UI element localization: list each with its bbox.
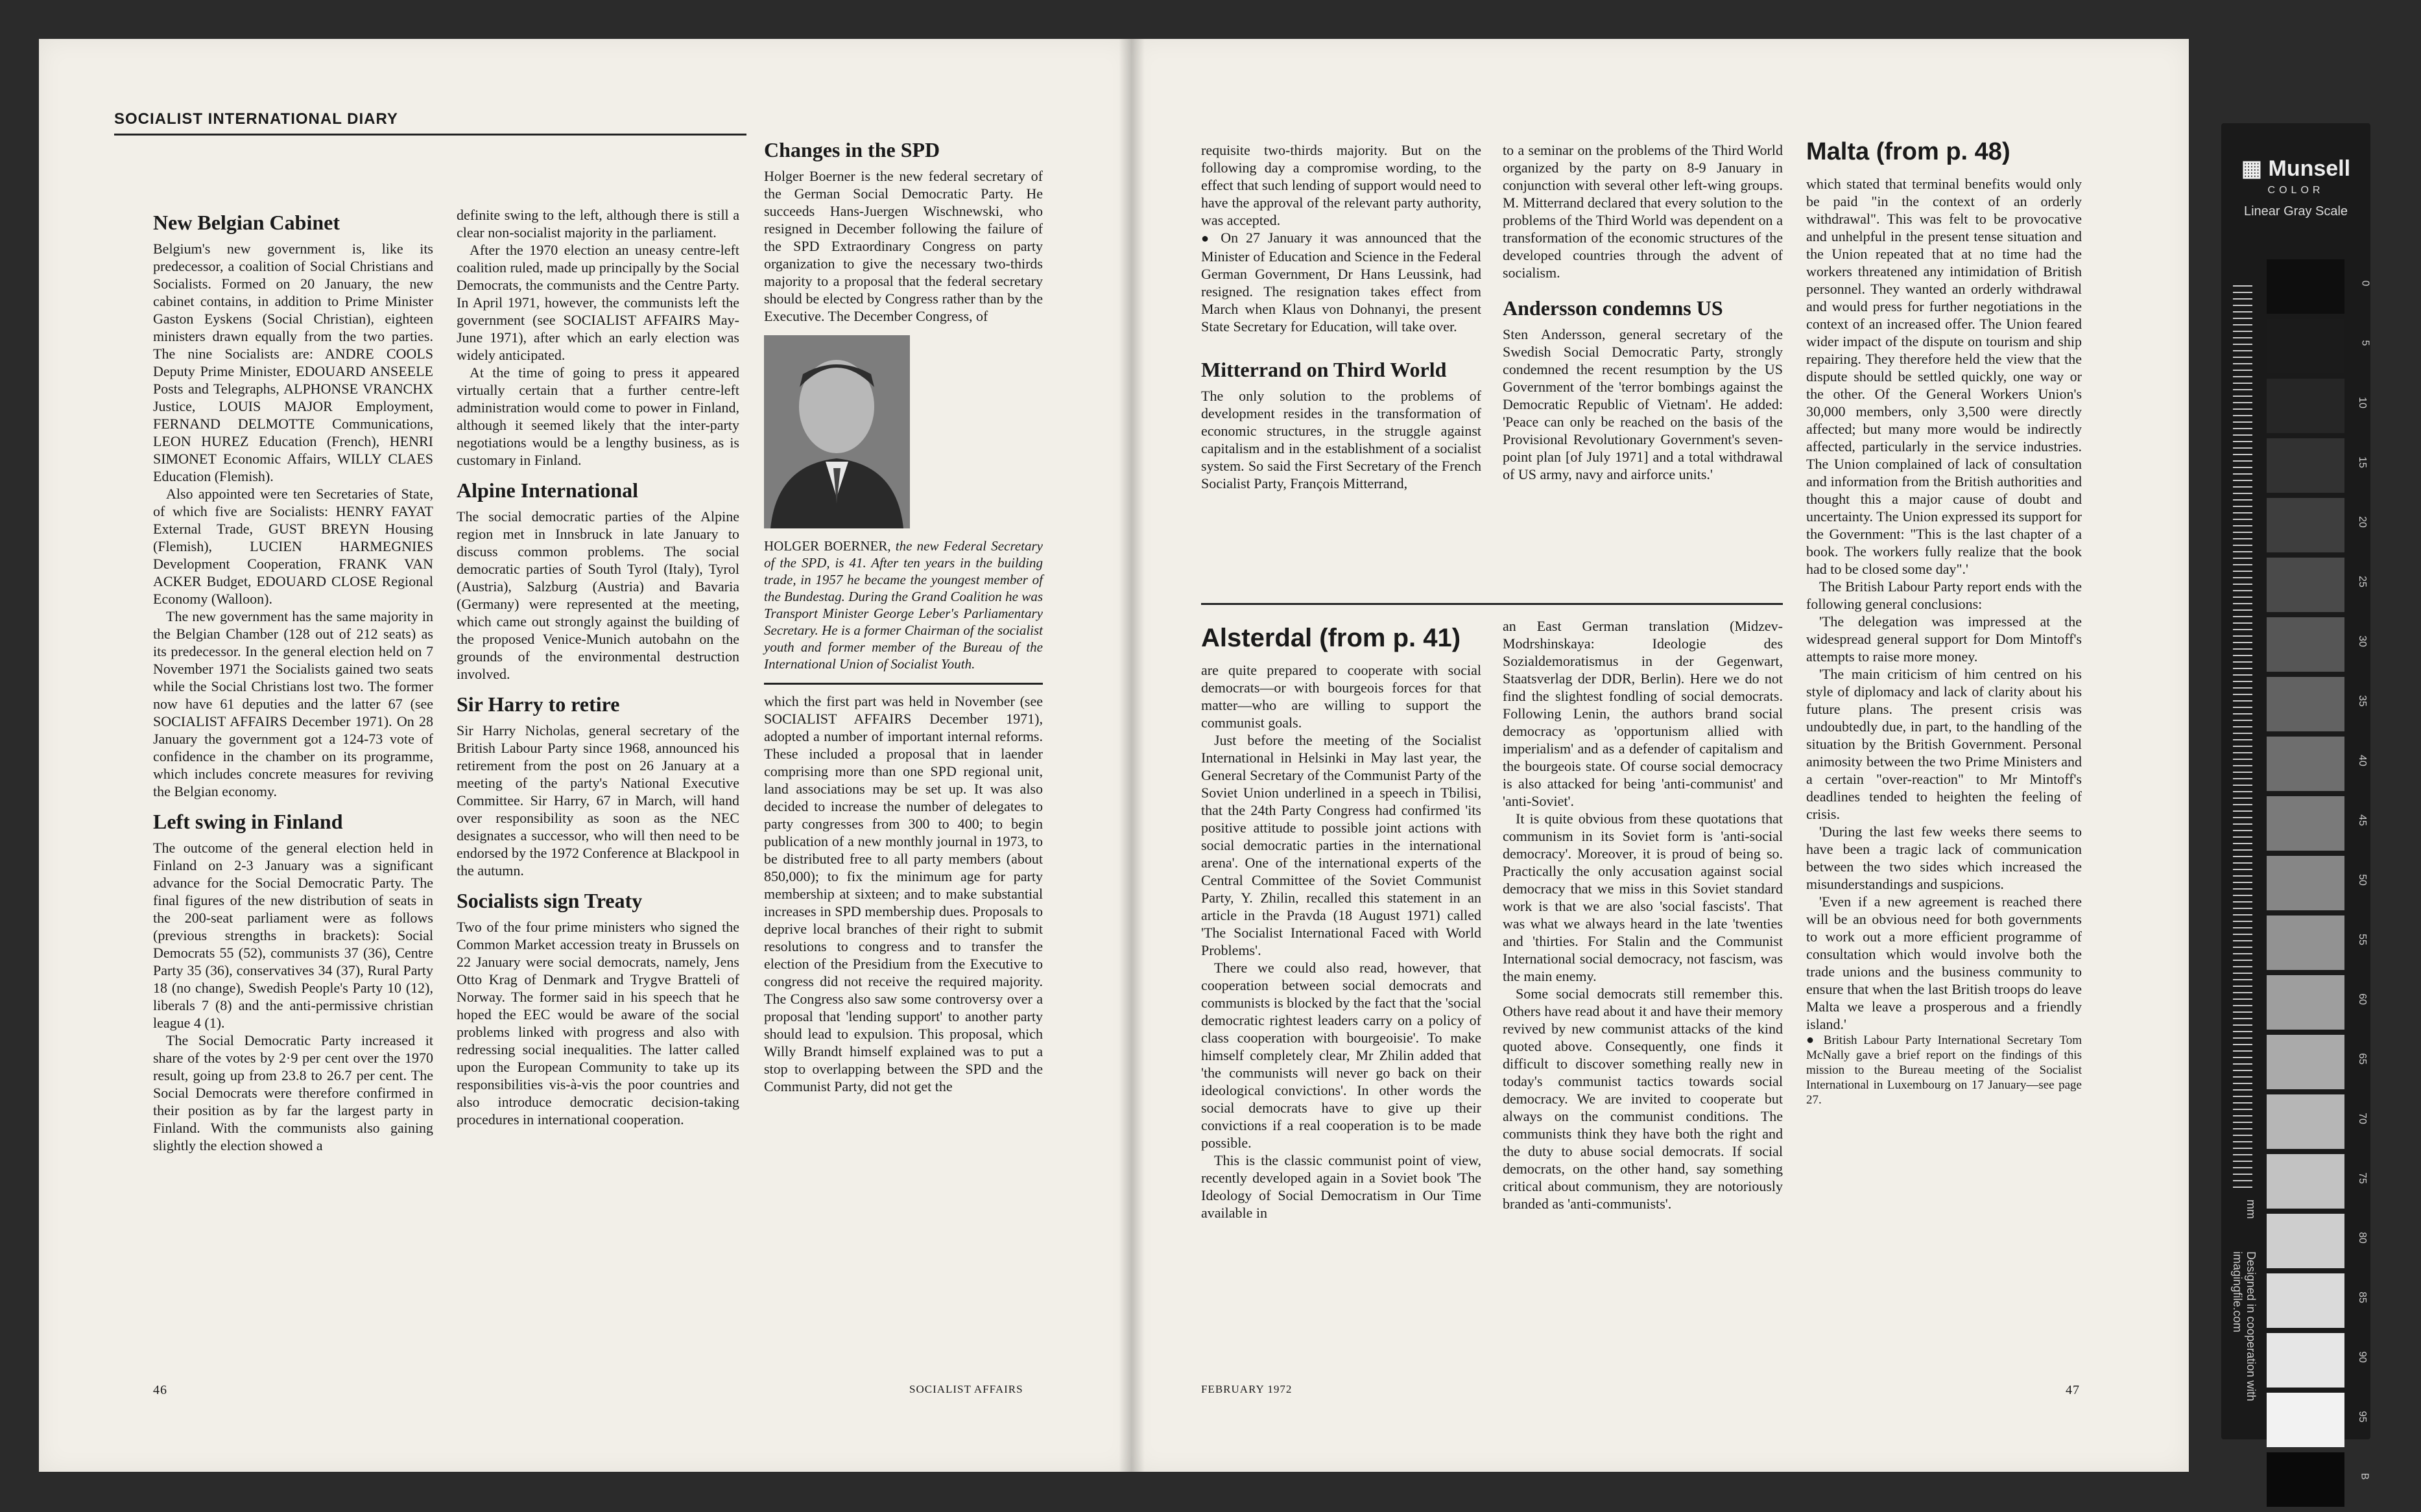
right-column-2-top — [1503, 141, 1783, 483]
munsell-sub: COLOR — [2267, 185, 2324, 196]
malta-para: The British Labour Party report ends with the following general conclusions: — [1806, 578, 2082, 612]
section-rule — [1201, 603, 1783, 605]
alsterdal-para: Just before the meeting of the Socialist International in Helsinki in May last year, the General Secretary of the Communist Party of the Soviet Union underlined in a speech in Tbilisi, that the 24th Party Congress had confirmed 'its positive attitude to possible joint actions with social democratic parties in the international arena'. One of the international experts of the Central Committee of the Soviet Communist Party, Y. Zhilin, recalled this statement in an article in the Pravda (18 August 1971) called 'The Socialist International Faced with World Problems'. — [1201, 732, 1481, 958]
finland-para: At the time of going to press it appeared virtually certain that a further centre-left administration would come to power in Finland, although it seemed likely that the inter-party negotiations would be a lengthy business, as is customary in Finland. — [457, 364, 739, 468]
gray-swatch — [2267, 1393, 2368, 1447]
alsterdal-para: an East German translation (Midzev-Modrshinskaya: Ideologie des Sozialdemoratismus in der Gegenwart, Staatsverlag der DDR, Berlin). Here we do not find the slightest fondling of social democrats. Following Lenin, the authors brand social democracy as 'opportunism allied with imperialism' and as a defender of capitalism and the bourgeois state. Of course social democracy is also attacked for being 'anti-communist' and 'anti-Soviet'. — [1503, 618, 1783, 809]
gray-swatch — [2267, 1273, 2368, 1328]
swatch-column — [2267, 259, 2371, 1512]
belgian-para: The new government has the same majority in the Belgian Chamber (128 out of 212 seats) as its predecessor. In the general election held on 7 November 1971 the Socialists gained two seats while the Social Christians lost two. The former now have 61 deputies and the latter 67 (see SOCIALIST AFFAIRS December 1971). On 28 January the government got a 124-73 vote of confidence in the chamber on its programme, which includes concrete measures for reviving the Belgian economy. — [153, 608, 433, 799]
belgian-para: Also appointed were ten Secretaries of State, of which five are Socialists: HENRY FAYAT External Trade, GUST BREYN Housing (Flemish), LUCIEN HARMEGNIES Development Cooperation, FRANK VAN ACKER Budget, EDOUARD CLOSE Regional Economy (Walloon). — [153, 486, 433, 607]
munsell-logo — [2221, 156, 2370, 182]
swatch-label: 85 — [2357, 1292, 2368, 1303]
swatch-label: 80 — [2357, 1232, 2368, 1244]
finland-para: After the 1970 election an uneasy centre-left coalition ruled, made up principally by the Social Democrats, the communists and the Centre Party. In April 1971, however, the communists left the government (see SOCIALIST AFFAIRS May-June 1971), after which an early election was widely anticipated. — [457, 242, 739, 363]
malta-para: 'Even if a new agreement is reached there will be an obvious need for both governments to work out a more efficient programme of consultation which would involve both the trade unions and the business community to ensure that when the last British troops do leave Malta we leave a prosperous and a friendly island.' — [1806, 893, 2082, 1032]
swatch-label: B — [2359, 1472, 2370, 1480]
swatch-label: 30 — [2357, 635, 2368, 647]
munsell-brand: Munsell — [2268, 156, 2351, 181]
harry-para: Sir Harry Nicholas, general secretary of the British Labour Party since 1968, announced his retirement from the post on 26 January at a meeting of the party's National Executive Committee. Sir Harry, 67 in March, will hand over responsibility as soon as the NEC designates a successor, who will then need to be endorsed by the 1972 Conference at Blackpool in the autumn. — [457, 722, 739, 879]
heading-belgian: New Belgian Cabinet — [153, 211, 340, 234]
mm-label: mm — [2245, 1199, 2258, 1219]
bullet-icon: ● — [1201, 231, 1213, 246]
swatch-label: 70 — [2357, 1113, 2368, 1124]
heading-mitterrand: Mitterrand on Third World — [1201, 358, 1447, 381]
diary-header: SOCIALIST INTERNATIONAL DIARY — [114, 110, 746, 136]
section-rule — [764, 683, 1043, 685]
page-number-left: 46 — [153, 1383, 167, 1397]
chart-footer: Designed in cooperation with imagingfile.com — [2231, 1251, 2258, 1402]
gray-swatch — [2267, 737, 2368, 791]
swatch-label: 45 — [2357, 814, 2368, 826]
andersson-para: Sten Andersson, general secretary of the Swedish Social Democratic Party, strongly condemned the recent resumption by the US Government of the 'terror bombings against the Democratic Republic of Vietnam'. He added: 'Peace can only be reached on the basis of the Provisional Revolutionary Government's seven-point plan [of July 1971] and a total withdrawal of US army, navy and airforce units.' — [1503, 326, 1783, 482]
gray-swatch — [2267, 1333, 2368, 1388]
caption-name: HOLGER BOERNER, — [764, 538, 891, 554]
gray-swatch — [2267, 1094, 2368, 1149]
heading-harry: Sir Harry to retire — [457, 692, 620, 716]
heading-spd: Changes in the SPD — [764, 138, 940, 161]
swatch-label: 55 — [2357, 934, 2368, 945]
spd-para: which the first part was held in November (see SOCIALIST AFFAIRS December 1971), adopted a number of important internal reforms. These included a proposal that in laender comprising more than one SPD regional unit, land associations may be set up. It was also decided to increase the number of delegates to party congresses from 300 to 400; to begin publication of a new monthly journal in 1973, to be distributed free to all party members (about 850,000); to fix the minimum age for party membership at sixteen; and to make substantial increases in SPD membership dues. Proposals to deprive local branches of their right to submit resolutions to congress and to transfer the election of the Presidium from the Executive to congress did not receive the required majority. The Congress also saw some controversy over a proposal that 'lending support' to another party should lead to expulsion. This proposal, which Willy Brandt himself explained was to put a stop to overlapping between the SPD and the Communist Party, did not get the — [764, 693, 1043, 1094]
heading-alsterdal: Alsterdal (from p. 41) — [1201, 624, 1461, 652]
alsterdal-para: This is the classic communist point of view, recently developed again in a Soviet book 'The Ideology of Social Democratism in Our Time available in — [1201, 1152, 1481, 1221]
gray-swatch — [2267, 259, 2371, 314]
gray-swatch — [2267, 1214, 2368, 1268]
heading-andersson: Andersson condemns US — [1503, 296, 1723, 320]
swatch-label: 35 — [2357, 695, 2368, 707]
mitterrand-para: The only solution to the problems of development resides in the transformation of economic structures, in the struggle against capitalism and in the establishment of a socialist system. So said the First Secretary of the French Socialist Party, François Mitterrand, — [1201, 388, 1481, 491]
bullet-icon: ● — [1806, 1033, 1818, 1047]
mitterrand-para: to a seminar on the problems of the Third World organized by the party on 8-9 January in conjunction with several other left-wing groups. M. Mitterrand declared that every solution to the problems of the Third World was dependent on a transformation of the economic structures of the developed countries through the advent of socialism. — [1503, 142, 1783, 281]
swatch-label: 75 — [2357, 1172, 2368, 1184]
alsterdal-para: It is quite obvious from these quotations that communism in its Soviet form is 'anti-social democracy'. Moreover, it is proud of being so. Practically the only accusation against social democracy that we miss in this Soviet standard work is that we are also 'social fascists'. That was what we always heard in the late 'twenties and 'thirties. For Stalin and the Communist International social democracy, not fascism, was the main enemy. — [1503, 810, 1783, 984]
gray-swatch — [2267, 677, 2368, 731]
malta-para: which stated that terminal benefits would only be paid "in the context of an orderly withdrawal". This was felt to be provocative and unhelpful in the present tense situation and the Union repeated that at no time had the workers threatened any intimidation of British personnel. They wanted an orderly withdrawal and would press for further negotiations in the context of an increased offer. The Union feared wider impact of the dispute on tourism and ship repairing. They therefore held the view that the dispute should be settled quickly, one way or the other. Of the General Workers Union's 30,000 members, only 3,500 were directly affected; but many more would be indirectly affected, particularly in the service industries. The Union complained of lack of consultation and information from the British authorities and thought this a major cause of doubt and uncertainty. The Union expressed its support for the Government: "This is the last chapter of a book. The workers fully realize that the book had to be closed some day".' — [1806, 176, 2082, 577]
page-number-right: 47 — [2066, 1383, 2080, 1397]
munsell-gray-scale — [2221, 123, 2371, 1480]
gray-swatch — [2267, 1452, 2370, 1507]
leussink-para — [1201, 229, 1481, 335]
right-column-1 — [1201, 141, 1481, 492]
swatch-label: 40 — [2357, 755, 2368, 766]
spd-para: Holger Boerner is the new federal secretary of the German Social Democratic Party. He succeeds Hans-Juergen Wischnewski, who resigned in December following the failure of the SPD Extraordinary Congress on party organization to give the necessary two-thirds majority to a proposal that the federal secretary should be elected by Congress rather than by the Executive. The December Congress, of — [764, 168, 1043, 324]
alpine-para: The social democratic parties of the Alpine region met in Innsbruck in late January to discuss common problems. The social democratic parties of South Tyrol (Italy), Tyrol (Austria), Salzburg (Austria) and Bavaria (Germany) were represented at the meeting, which came out strongly against the building of the proposed Venice-Munich autobahn on the grounds of the environmental destruction involved. — [457, 508, 739, 682]
gray-swatch — [2267, 796, 2368, 851]
belgian-para: Belgium's new government is, like its predecessor, a coalition of Social Christians and Socialists. Formed on 20 January, the new cabinet contains, in addition to Prime Minister Gaston Eyskens (Social Christian), eighteen ministers drawn equally from the two parties. The nine Socialists are: ANDRE COOLS Deputy Prime Minister, EDOUARD ANSEELE Posts and Telegraphs, ALPHONSE VRANCHX Justice, LOUIS MAJOR Employment, FERNAND DELMOTTE Communications, LEON HUREZ Education (French), HENRI SIMONET Economic Affairs, WILLY CLAES Education (Flemish). — [153, 241, 433, 484]
left-column-3 — [764, 137, 1043, 1095]
finland-para: The Social Democratic Party increased it share of the votes by 2·9 per cent over the 1970 result, going up from 23.8 to 26.7 per cent. The Social Democrats were therefore confirmed in their position as by far the largest party in Finland. With the communists also gaining slightly the election showed a — [153, 1032, 433, 1153]
left-column-2 — [457, 206, 739, 1128]
heading-finland: Left swing in Finland — [153, 810, 343, 833]
swatch-label: 60 — [2357, 993, 2368, 1005]
heading-treaty: Socialists sign Treaty — [457, 889, 643, 912]
heading-malta: Malta (from p. 48) — [1806, 138, 2010, 165]
gray-swatch — [2267, 617, 2368, 672]
swatch-label: 50 — [2357, 874, 2368, 886]
alsterdal-para: There we could also read, however, that cooperation between social democrats and communists is blocked by the fact that the 'social democratic rightest leaders carry on a policy of class cooperation with bourgeoisie'. To make himself completely clear, Mr Zhilin added that 'the communists will never go back on their ideological convictions'. In other words the social democrats have to give up their convictions if a real cooperation is to be made possible. — [1201, 960, 1481, 1151]
gray-swatch — [2267, 1154, 2368, 1209]
gray-swatch — [2267, 498, 2368, 552]
swatch-label: 90 — [2357, 1351, 2368, 1363]
alsterdal-column-1 — [1201, 622, 1481, 1222]
gray-swatch — [2267, 1035, 2368, 1089]
malta-note-text: British Labour Party International Secretary Tom McNally gave a brief report on the findings of this mission to the Bureau meeting of the Socialist International in Luxembourg on 17 January—see page 27. — [1806, 1034, 2082, 1107]
swatch-label: 10 — [2357, 397, 2368, 408]
swatch-label: 20 — [2357, 516, 2368, 528]
swatch-label: 5 — [2359, 340, 2371, 346]
left-column-1 — [153, 201, 433, 1154]
folio-date: FEBRUARY 1972 — [1201, 1383, 1293, 1395]
boerner-photo — [764, 335, 910, 528]
swatch-label: 15 — [2357, 456, 2368, 468]
munsell-icon: ▦ — [2241, 156, 2263, 181]
portrait-illustration — [764, 335, 910, 528]
swatch-label: 25 — [2357, 576, 2368, 587]
malta-para: 'During the last few weeks there seems to have been a tragic lack of communication between the two sides which increased the misunderstandings and suspicions. — [1806, 823, 2082, 892]
caption-text: the new Federal Secretary of the SPD, is 41. After ten years in the building trade, in 1957 he became the youngest member of the Bundestag. During the Grand Coalition he was Transport Minister George Leber's Parliamentary Secretary. He is a former Chairman of the socialist youth and former member of the Bureau of the International Union of Socialist Youth. — [764, 538, 1043, 672]
finland-para: The outcome of the general election held in Finland on 2-3 January was a significant advance for the Social Democratic Party. The final figures of the new distribution of seats in the 200-seat parliament were as follows (previous strengths in brackets): Social Democrats 55 (52), communists 37 (36), Centre Party 35 (36), conservatives 34 (37), Rural Party 18 (no change), Swedish People's Party 10 (12), liberals 7 (8) and the anti-permissive christian league 4 (1). — [153, 840, 433, 1031]
treaty-para: Two of the four prime ministers who signed the Common Market accession treaty in Brussels on 22 January were social democrats, namely, Jens Otto Krag of Denmark and Trygve Bratteli of Norway. The former said in his speech that he hoped the EEC would be aware of the social problems linked with progress and also with redressing social inequalities. The latter called upon the European Community to take up its responsibilities vis-à-vis the poor countries and also introduce democratic decision-taking procedures in international cooperation. — [457, 919, 739, 1128]
alsterdal-para: are quite prepared to cooperate with social democrats—or with bourgeois forces for that matter—who are willing to support the communist goals. — [1201, 662, 1481, 731]
leussink-text: On 27 January it was announced that the Minister of Education and Science in the Federal German Government, Dr Hans Leussink, had resigned. The resignation takes effect from March when Klaus von Dohnanyi, the present State Secretary for Education, will take over. — [1201, 230, 1482, 335]
finland-para: definite swing to the left, although there is still a clear non-socialist majority in the parliament. — [457, 207, 739, 241]
gray-swatch — [2267, 558, 2368, 612]
folio-title: SOCIALIST AFFAIRS — [909, 1383, 1023, 1395]
gray-swatch — [2267, 319, 2371, 373]
malta-para: 'The delegation was impressed at the widespread general support for Dom Mintoff's attempts to raise more money. — [1806, 613, 2082, 665]
gray-swatch — [2267, 379, 2368, 433]
heading-alpine: Alpine International — [457, 478, 639, 502]
alsterdal-para: Some social democrats still remember this. Others have read about it and have their memory revived by new communist attacks of the kind quoted above. Consequently, one finds it difficult to discover something really new in today's communist tactics towards social democracy. We are invited to cooperate but always on the communist conditions. The communists think they have both the right and the duty to abuse social democrats. If social democrats, on the other hand, say something critical about communism, they are notoriously branded as 'anti-communists'. — [1503, 986, 1783, 1212]
gray-swatch — [2267, 975, 2368, 1030]
swatch-label: 65 — [2357, 1053, 2368, 1065]
swatch-label: 95 — [2357, 1411, 2368, 1423]
photo-caption — [764, 537, 1043, 672]
swatch-label: 0 — [2359, 280, 2371, 287]
gray-swatch — [2267, 438, 2368, 493]
malta-para: 'The main criticism of him centred on his style of diplomacy and lack of clarity about his future plans. The present crisis was undoubtedly due, in part, to the handling of the situation by the British Government. Personal animosity between the two Prime Ministers and a certain "over-reaction" to Mr Mintoff's deadlines tended to heighten the feeling of crisis. — [1806, 666, 2082, 822]
malta-note — [1806, 1033, 2082, 1107]
malta-column — [1806, 136, 2082, 1107]
spine-gutter — [1119, 39, 1145, 1472]
gray-swatch — [2267, 856, 2368, 910]
mm-ruler — [2233, 285, 2252, 1193]
gray-swatch — [2267, 915, 2368, 970]
spd-cont-para: requisite two-thirds majority. But on the following day a compromise wording, to the effect that such lending of support would need to have the approval of the relevant party authority, was accepted. — [1201, 142, 1481, 228]
gray-scale-title: Linear Gray Scale — [2243, 204, 2348, 219]
alsterdal-column-2 — [1503, 617, 1783, 1212]
